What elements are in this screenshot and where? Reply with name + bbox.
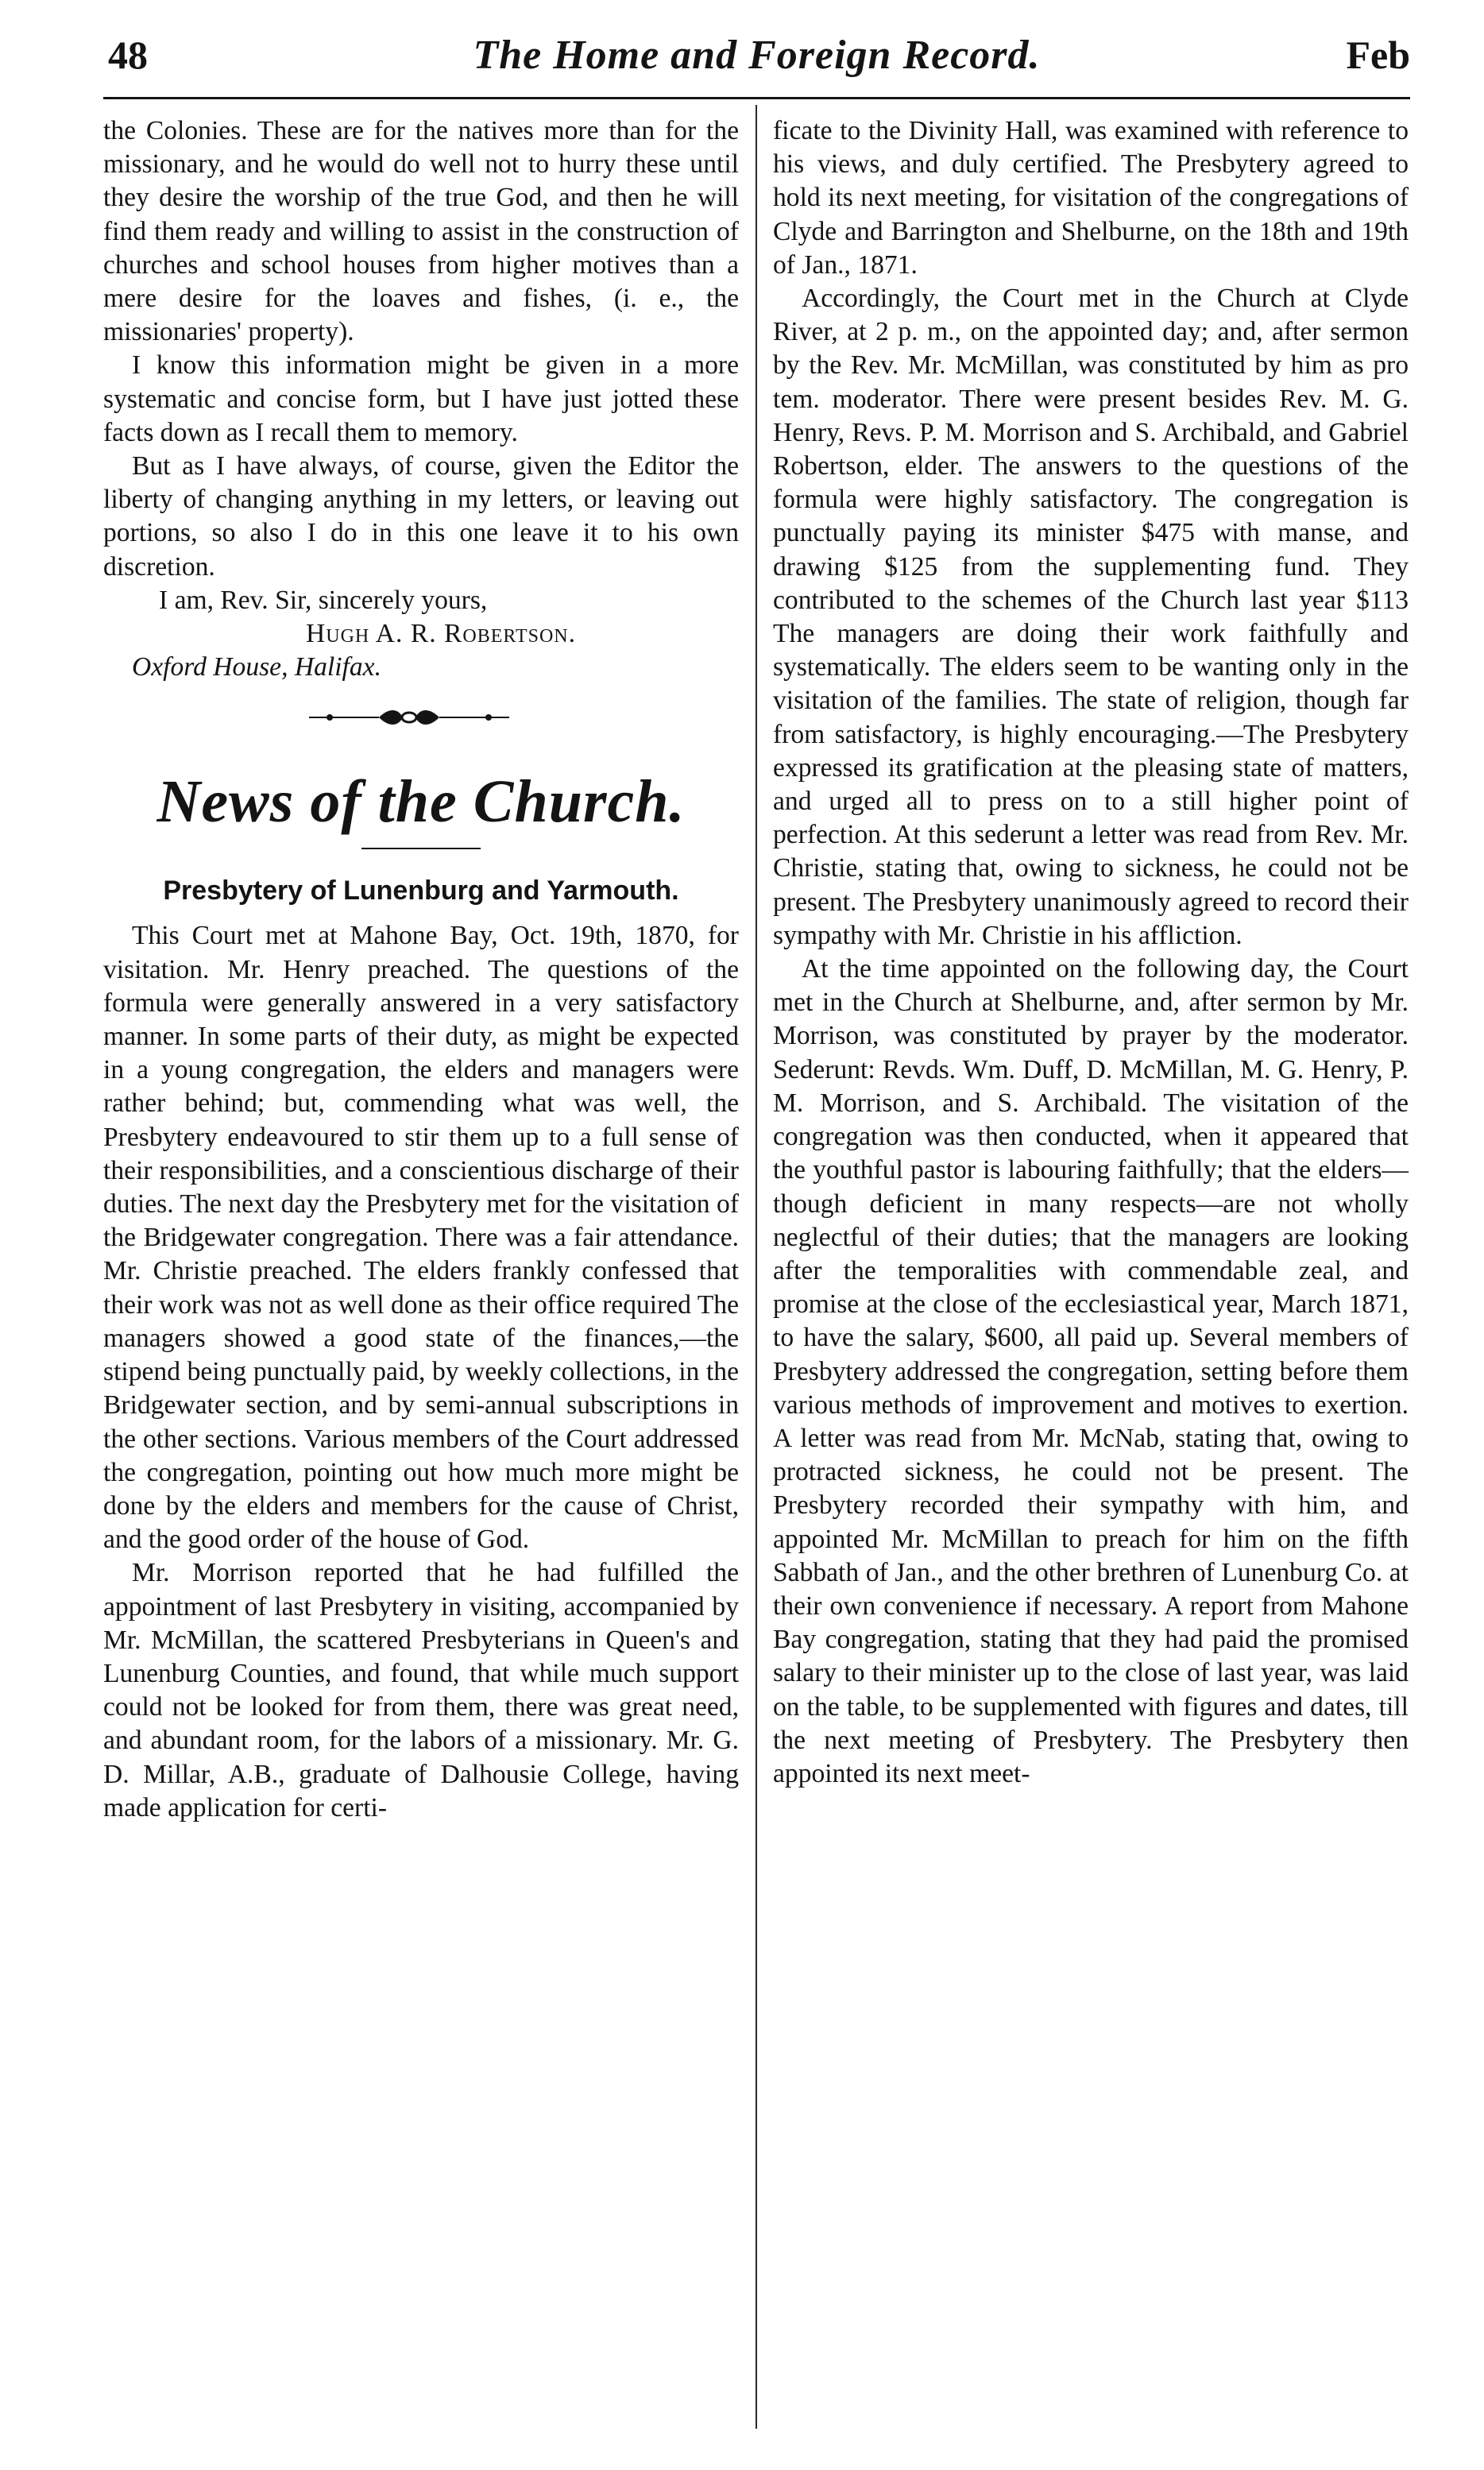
letter-paragraph: But as I have always, of course, given the Editor the liberty of changing anything in my letters, or leaving out portions, so also I do in this one leave it to his own discretion.: [103, 451, 739, 582]
issue-month: Feb: [1346, 33, 1410, 77]
letter-closing: I am, Rev. Sir, sincerely yours,: [159, 585, 488, 615]
letter-paragraph: I know this information might be given in a more systematic and concise form, but I have just jotted these facts down as I recall them to memory.: [103, 350, 739, 447]
article-paragraph: ficate to the Divinity Hall, was examined with reference to his views, and duly certified. The Presbytery agreed to hold its next meeting, for visitation of the congregations of Clyde and Barrington and Shelburne, on the 18th and 19th of Jan., 1871.: [773, 116, 1409, 280]
column-divider: [756, 105, 757, 2429]
ornament-divider: [103, 684, 739, 756]
article-paragraph: Accordingly, the Court met in the Church at Clyde River, at 2 p. m., on the appointed day; and, after sermon by the Rev. Mr. McMillan, was constituted by him as pro tem. moderator. There were present besides Rev. M. G. Henry, Revs. P. M. Morrison and S. Archibald, and Gabriel Robertson, elder. The answers to the questions of the formula were highly satisfactory. The congregation is punctually paying its minister $475 with manse, and drawing $125 from the supplementing fund. They contributed to the schemes of the Church last year $113 The managers are doing their work faithfully and systematically. The elders seem to be wanting only in the visitation of the families. The state of religion, though far from satisfactory, is highly encouraging.—The Presbytery expressed its gratification at the pleasing state of matters, and urged all to press on to a still higher point of perfection. At this sederunt a letter was read from Rev. Mr. Christie, stating that, owing to sickness, he could not be present. The Presbytery unanimously agreed to record their sympathy with Mr. Christie in his affliction.: [773, 284, 1409, 950]
article-paragraph: This Court met at Mahone Bay, Oct. 19th, 1870, for visitation. Mr. Henry preached. The questions of the formula were generally answered in a very satisfactory manner. In some parts of their duty, as might be expected in a young congregation, the elders and managers were rather behind; but, commending what was well, the Presbytery endeavoured to stir them up to a full sense of their responsibilities, and a conscientious discharge of their duties. The next day the Presbytery met for the visitation of the Bridgewater congregation. There was a fair attendance. Mr. Christie preached. The elders frankly confessed that their work was not as well done as their office required The managers showed a good state of the finances,—the stipend being punctually paid, by weekly collections, in the Bridgewater section, and by semi-annual subscriptions in the other sections. Various members of the Court addressed the congregation, pointing out how much more might be done by the elders and members for the cause of Christ, and the good order of the house of God.: [103, 921, 739, 1555]
running-title: The Home and Foreign Record.: [473, 33, 1041, 78]
page-header: [103, 32, 1410, 87]
letter-paragraph: the Colonies. These are for the natives more than for the missionary, and he would do well not to hurry these until they desire the worship of the true God, and then he will find them ready and willing to assist in the construction of churches and school houses from higher motives than a mere desire for the loaves and fishes, (i. e., the missionaries' property).: [103, 116, 739, 347]
title-rule: [361, 848, 481, 849]
article-heading: Presbytery of Lunenburg and Yarmouth.: [163, 876, 679, 906]
article-paragraph: Mr. Morrison reported that he had fulfilled the appointment of last Presbytery in visiting, accompanied by Mr. McMillan, the scattered Presbyterians in Queen's and Lunenburg Counties, and found, that while much support could not be looked for from them, there was great need, and abundant room, for the labors of a missionary. Mr. G. D. Millar, A.B., graduate of Dalhousie College, having made application for certi-: [103, 1558, 739, 1823]
letter-address: Oxford House, Halifax.: [132, 652, 381, 682]
section-title: News of the Church.: [157, 768, 686, 836]
left-column: [103, 114, 739, 1825]
flourish-icon: [306, 708, 512, 727]
header-rule: [103, 97, 1410, 99]
page-number: 48: [108, 33, 148, 77]
right-column: [773, 114, 1409, 1791]
article-paragraph: At the time appointed on the following day, the Court met in the Church at Shelburne, and, after sermon by Mr. Morrison, was constituted by prayer by the moderator. Sederunt: Revds. Wm. Duff, D. McMillan, M. G. Henry, P. M. Morrison, and S. Archibald. The visitation of the congregation was then conducted, when it appeared that the youthful pastor is labouring faithfully; that the elders—though deficient in many respects—are not wholly neglectful of their duties; that the managers are looking after the temporalities with commendable zeal, and promise at the close of the ecclesiastical year, March 1871, to have the salary, $600, all paid up. Several members of Presbytery addressed the congregation, setting before them various methods of improvement and motives to exertion. A letter was read from Mr. McNab, stating that, owing to protracted sickness, he could not be present. The Presbytery recorded their sympathy with him, and appointed Mr. McMillan to preach for him on the fifth Sabbath of Jan., and the other brethren of Lunenburg Co. at their own convenience if necessary. A report from Mahone Bay congregation, stating that they had paid the promised salary to their minister up to the close of last year, was laid on the table, to be supplemented with figures and dates, till the next meeting of Presbytery. The Presbytery then appointed its next meet-: [773, 954, 1409, 1788]
letter-signature: Hugh A. R. Robertson.: [306, 619, 577, 649]
